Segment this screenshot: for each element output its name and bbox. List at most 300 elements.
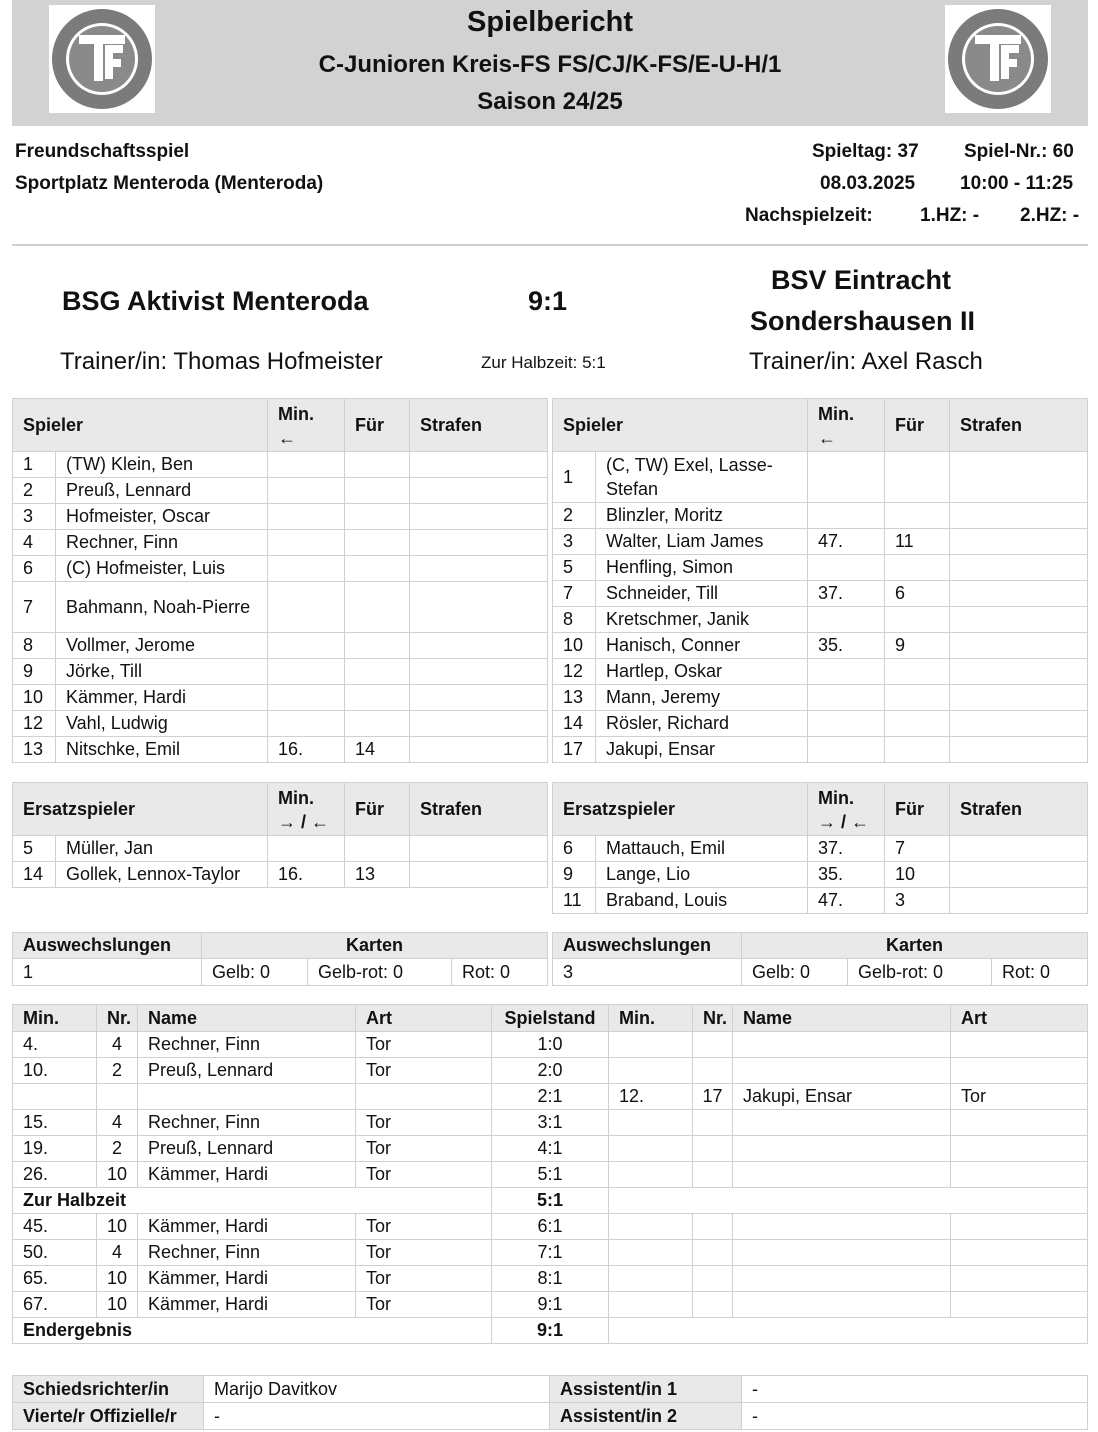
player-penalties: [950, 862, 1088, 888]
col-min: Min.: [13, 1005, 97, 1032]
player-row: [553, 836, 1088, 862]
match-type: Freundschaftsspiel: [15, 141, 190, 162]
away-subs-count: 3: [553, 959, 742, 986]
player-row: [13, 452, 548, 478]
player-number: 4: [13, 530, 56, 556]
goal-home-name: [138, 1084, 356, 1110]
goal-away-minute: [609, 1214, 693, 1240]
match-time: 10:00 - 11:25: [960, 173, 1074, 194]
goal-away-type: [951, 1240, 1088, 1266]
player-for: [345, 836, 410, 862]
goal-away-name: Jakupi, Ensar: [733, 1084, 951, 1110]
goal-away-type: [951, 1058, 1088, 1084]
goal-score: 6:1: [492, 1214, 609, 1240]
goal-row: [13, 1292, 1088, 1318]
player-row: [13, 478, 548, 504]
player-row: [553, 581, 1088, 607]
player-number: 3: [553, 529, 596, 555]
player-number: 13: [13, 737, 56, 763]
goal-home-minute: 10.: [13, 1058, 97, 1084]
goal-score: 7:1: [492, 1240, 609, 1266]
player-penalties: [410, 737, 548, 763]
goal-away-minute: 12.: [609, 1084, 693, 1110]
player-row: [13, 582, 548, 633]
goal-home-type: Tor: [356, 1292, 492, 1318]
goal-away-type: [951, 1266, 1088, 1292]
player-penalties: [950, 452, 1088, 503]
goal-home-name: Rechner, Finn: [138, 1110, 356, 1136]
player-name: Rösler, Richard: [596, 711, 808, 737]
player-number: 14: [13, 862, 56, 888]
goal-home-type: Tor: [356, 1240, 492, 1266]
player-minute: 16.: [268, 737, 345, 763]
player-name: (TW) Klein, Ben: [56, 452, 268, 478]
col-strafen: Strafen: [410, 399, 548, 452]
player-name: Braband, Louis: [596, 888, 808, 914]
player-minute: [808, 452, 885, 503]
col-fuer: Für: [885, 783, 950, 836]
player-name: Kämmer, Hardi: [56, 685, 268, 711]
officials-table: [12, 1375, 1088, 1430]
goal-away-minute: [609, 1292, 693, 1318]
player-minute: 47.: [808, 888, 885, 914]
player-for: [885, 711, 950, 737]
goal-away-number: [693, 1136, 733, 1162]
goal-away-name: [733, 1292, 951, 1318]
player-minute: [808, 503, 885, 529]
goal-score: 2:0: [492, 1058, 609, 1084]
goal-home-type: Tor: [356, 1214, 492, 1240]
goal-summary-empty: [609, 1188, 1088, 1214]
goal-row: [13, 1110, 1088, 1136]
goal-home-minute: 50.: [13, 1240, 97, 1266]
goal-row: [13, 1266, 1088, 1292]
player-minute: [268, 633, 345, 659]
player-name: Nitschke, Emil: [56, 737, 268, 763]
player-penalties: [410, 685, 548, 711]
away-subs-table: [552, 782, 1088, 914]
player-number: 8: [13, 633, 56, 659]
player-minute: [268, 530, 345, 556]
player-for: [345, 530, 410, 556]
player-number: 11: [553, 888, 596, 914]
home-yellow: Gelb: 0: [202, 959, 308, 986]
col-spieler: Spieler: [553, 399, 808, 452]
goal-score: 9:1: [492, 1292, 609, 1318]
player-name: Hartlep, Oskar: [596, 659, 808, 685]
player-row: [13, 685, 548, 711]
goal-summary-score: 5:1: [492, 1188, 609, 1214]
player-name: Mattauch, Emil: [596, 836, 808, 862]
goal-row: [13, 1240, 1088, 1266]
goal-summary-score: 9:1: [492, 1318, 609, 1344]
col-karten: Karten: [742, 933, 1088, 959]
player-minute: 35.: [808, 633, 885, 659]
goal-score: 1:0: [492, 1032, 609, 1058]
goal-home-number: 10: [97, 1214, 138, 1240]
nachspielzeit-label: Nachspielzeit:: [745, 205, 873, 226]
player-minute: [808, 607, 885, 633]
player-penalties: [410, 659, 548, 685]
player-minute: [808, 685, 885, 711]
col-min: Min. ←: [808, 399, 885, 452]
goal-away-number: 17: [693, 1084, 733, 1110]
goal-away-number: [693, 1240, 733, 1266]
label-schiedsrichter: Schiedsrichter/in: [13, 1376, 204, 1403]
assistant1-name: -: [742, 1376, 1088, 1403]
player-row: [553, 607, 1088, 633]
goal-away-type: [951, 1032, 1088, 1058]
player-penalties: [410, 836, 548, 862]
player-penalties: [410, 711, 548, 737]
report-header: [12, 0, 1088, 126]
venue: Sportplatz Menteroda (Menteroda): [15, 173, 324, 194]
goal-home-number: 4: [97, 1240, 138, 1266]
goal-home-minute: 45.: [13, 1214, 97, 1240]
player-number: 5: [13, 836, 56, 862]
player-penalties: [950, 659, 1088, 685]
goal-score: 2:1: [492, 1084, 609, 1110]
spiel-nr: Spiel-Nr.: 60: [964, 141, 1074, 162]
player-name: Lange, Lio: [596, 862, 808, 888]
goal-summary-row: [13, 1188, 1088, 1214]
player-number: 7: [553, 581, 596, 607]
goal-home-minute: 19.: [13, 1136, 97, 1162]
goal-away-name: [733, 1032, 951, 1058]
player-for: [345, 556, 410, 582]
goal-away-number: [693, 1058, 733, 1084]
final-score: 9:1: [528, 286, 568, 316]
player-for: 6: [885, 581, 950, 607]
player-row: [13, 737, 548, 763]
goal-row: [13, 1032, 1088, 1058]
player-penalties: [950, 888, 1088, 914]
goal-home-minute: 67.: [13, 1292, 97, 1318]
col-min: Min. → / ←: [808, 783, 885, 836]
player-name: Preuß, Lennard: [56, 478, 268, 504]
player-name: Kretschmer, Janik: [596, 607, 808, 633]
goal-away-name: [733, 1162, 951, 1188]
player-minute: [268, 836, 345, 862]
player-for: [345, 711, 410, 737]
player-number: 12: [553, 659, 596, 685]
goal-summary-empty: [609, 1318, 1088, 1344]
player-penalties: [950, 711, 1088, 737]
goals-table: [12, 1004, 1088, 1344]
goal-row: [13, 1136, 1088, 1162]
player-penalties: [950, 555, 1088, 581]
goal-away-minute: [609, 1032, 693, 1058]
player-minute: [268, 478, 345, 504]
player-penalties: [410, 556, 548, 582]
goal-score: 8:1: [492, 1266, 609, 1292]
home-coach: Trainer/in: Thomas Hofmeister: [60, 348, 383, 375]
player-for: [345, 685, 410, 711]
col-spielstand: Spielstand: [492, 1005, 609, 1032]
goal-home-type: Tor: [356, 1266, 492, 1292]
away-team-name-line1: BSV Eintracht: [771, 265, 952, 295]
player-number: 6: [553, 836, 596, 862]
col-spieler: Spieler: [13, 399, 268, 452]
goal-row: [13, 1162, 1088, 1188]
player-row: [13, 504, 548, 530]
player-for: [345, 659, 410, 685]
referee-name: Marijo Davitkov: [204, 1376, 550, 1403]
player-for: 7: [885, 836, 950, 862]
player-for: [345, 452, 410, 478]
player-name: Rechner, Finn: [56, 530, 268, 556]
label-assistent1: Assistent/in 1: [550, 1376, 742, 1403]
player-number: 10: [13, 685, 56, 711]
col-ersatzspieler: Ersatzspieler: [553, 783, 808, 836]
player-row: [553, 633, 1088, 659]
goal-away-number: [693, 1110, 733, 1136]
player-row: [13, 711, 548, 737]
player-minute: [268, 685, 345, 711]
away-red: Rot: 0: [992, 959, 1088, 986]
player-penalties: [410, 862, 548, 888]
player-minute: 37.: [808, 836, 885, 862]
col-auswechslungen: Auswechslungen: [13, 933, 202, 959]
player-minute: [808, 737, 885, 763]
col-ersatzspieler: Ersatzspieler: [13, 783, 268, 836]
goal-away-name: [733, 1240, 951, 1266]
goal-home-number: 2: [97, 1058, 138, 1084]
player-penalties: [950, 737, 1088, 763]
goal-home-type: Tor: [356, 1110, 492, 1136]
label-assistent2: Assistent/in 2: [550, 1403, 742, 1430]
away-team-name-line2: Sondershausen II: [750, 306, 976, 336]
tfv-logo-icon: [945, 5, 1051, 113]
goal-away-minute: [609, 1240, 693, 1266]
player-name: Jakupi, Ensar: [596, 737, 808, 763]
player-for: 3: [885, 888, 950, 914]
goal-home-number: 10: [97, 1266, 138, 1292]
player-penalties: [950, 836, 1088, 862]
player-name: Vahl, Ludwig: [56, 711, 268, 737]
player-number: 9: [553, 862, 596, 888]
report-title: Spielbericht: [467, 6, 633, 38]
player-for: 11: [885, 529, 950, 555]
away-summary-table: [552, 932, 1088, 986]
player-row: [553, 862, 1088, 888]
col-fuer: Für: [345, 399, 410, 452]
player-minute: [268, 582, 345, 633]
player-name: Henfling, Simon: [596, 555, 808, 581]
goal-home-minute: [13, 1084, 97, 1110]
goal-home-type: Tor: [356, 1136, 492, 1162]
player-row: [553, 529, 1088, 555]
player-number: 9: [13, 659, 56, 685]
player-for: [885, 452, 950, 503]
goal-summary-label: Zur Halbzeit: [13, 1188, 492, 1214]
goal-home-type: Tor: [356, 1058, 492, 1084]
player-name: (C) Hofmeister, Luis: [56, 556, 268, 582]
player-row: [553, 555, 1088, 581]
player-penalties: [410, 582, 548, 633]
player-name: Hofmeister, Oscar: [56, 504, 268, 530]
goal-home-name: Preuß, Lennard: [138, 1058, 356, 1084]
player-number: 7: [13, 582, 56, 633]
col-nr: Nr.: [97, 1005, 138, 1032]
home-subs-table: [12, 782, 548, 888]
player-row: [553, 659, 1088, 685]
player-number: 8: [553, 607, 596, 633]
player-minute: [268, 659, 345, 685]
player-number: 14: [553, 711, 596, 737]
assistant2-name: -: [742, 1403, 1088, 1430]
goal-away-type: [951, 1162, 1088, 1188]
player-penalties: [950, 685, 1088, 711]
player-name: Blinzler, Moritz: [596, 503, 808, 529]
goal-away-minute: [609, 1162, 693, 1188]
col-name: Name: [733, 1005, 951, 1032]
col-auswechslungen: Auswechslungen: [553, 933, 742, 959]
goal-away-number: [693, 1292, 733, 1318]
goal-away-name: [733, 1266, 951, 1292]
player-row: [553, 452, 1088, 503]
player-number: 6: [13, 556, 56, 582]
player-penalties: [950, 529, 1088, 555]
col-name: Name: [138, 1005, 356, 1032]
player-row: [13, 530, 548, 556]
goal-score: 4:1: [492, 1136, 609, 1162]
goal-away-number: [693, 1266, 733, 1292]
goal-home-name: Rechner, Finn: [138, 1240, 356, 1266]
goal-away-minute: [609, 1136, 693, 1162]
player-for: [885, 737, 950, 763]
goal-home-number: 10: [97, 1292, 138, 1318]
goal-home-number: 2: [97, 1136, 138, 1162]
home-team-name: BSG Aktivist Menteroda: [62, 286, 369, 316]
away-yellow-red: Gelb-rot: 0: [848, 959, 992, 986]
player-for: [885, 607, 950, 633]
goal-home-name: Kämmer, Hardi: [138, 1162, 356, 1188]
goal-home-type: Tor: [356, 1032, 492, 1058]
goal-home-minute: 26.: [13, 1162, 97, 1188]
col-fuer: Für: [885, 399, 950, 452]
col-strafen: Strafen: [950, 399, 1088, 452]
player-row: [553, 685, 1088, 711]
player-minute: [808, 711, 885, 737]
goal-away-minute: [609, 1110, 693, 1136]
col-min: Min. → / ←: [268, 783, 345, 836]
player-number: 2: [13, 478, 56, 504]
player-number: 1: [13, 452, 56, 478]
player-row: [13, 862, 548, 888]
goal-away-number: [693, 1032, 733, 1058]
goal-away-minute: [609, 1266, 693, 1292]
divider: [12, 244, 1088, 246]
goal-home-name: Kämmer, Hardi: [138, 1266, 356, 1292]
away-lineup-table: [552, 398, 1088, 763]
player-name: Müller, Jan: [56, 836, 268, 862]
player-row: [553, 711, 1088, 737]
player-minute: 35.: [808, 862, 885, 888]
player-for: 10: [885, 862, 950, 888]
goal-home-number: [97, 1084, 138, 1110]
player-penalties: [950, 633, 1088, 659]
player-minute: 37.: [808, 581, 885, 607]
player-number: 17: [553, 737, 596, 763]
goal-away-number: [693, 1214, 733, 1240]
col-fuer: Für: [345, 783, 410, 836]
player-minute: [268, 504, 345, 530]
goal-home-number: 4: [97, 1110, 138, 1136]
player-name: (C, TW) Exel, Lasse-Stefan: [596, 452, 808, 503]
player-number: 10: [553, 633, 596, 659]
player-minute: 16.: [268, 862, 345, 888]
goal-home-number: 4: [97, 1032, 138, 1058]
goal-away-minute: [609, 1058, 693, 1084]
player-for: 13: [345, 862, 410, 888]
goal-away-type: [951, 1292, 1088, 1318]
home-summary-table: [12, 932, 548, 986]
goal-home-minute: 4.: [13, 1032, 97, 1058]
home-red: Rot: 0: [452, 959, 548, 986]
player-for: [885, 685, 950, 711]
player-minute: [808, 555, 885, 581]
player-name: Mann, Jeremy: [596, 685, 808, 711]
player-name: Gollek, Lennox-Taylor: [56, 862, 268, 888]
col-min: Min.: [609, 1005, 693, 1032]
goal-away-type: [951, 1136, 1088, 1162]
player-minute: [808, 659, 885, 685]
player-penalties: [410, 504, 548, 530]
player-number: 5: [553, 555, 596, 581]
player-for: [885, 659, 950, 685]
away-coach: Trainer/in: Axel Rasch: [749, 348, 983, 375]
player-number: 13: [553, 685, 596, 711]
col-min: Min. ←: [268, 399, 345, 452]
goal-score: 3:1: [492, 1110, 609, 1136]
player-penalties: [950, 503, 1088, 529]
goal-away-name: [733, 1110, 951, 1136]
player-for: [345, 478, 410, 504]
player-name: Jörke, Till: [56, 659, 268, 685]
player-minute: [268, 452, 345, 478]
home-yellow-red: Gelb-rot: 0: [308, 959, 452, 986]
away-yellow: Gelb: 0: [742, 959, 848, 986]
goal-home-type: [356, 1084, 492, 1110]
goal-home-name: Kämmer, Hardi: [138, 1214, 356, 1240]
player-name: Hanisch, Conner: [596, 633, 808, 659]
col-art: Art: [356, 1005, 492, 1032]
player-number: 1: [553, 452, 596, 503]
col-nr: Nr.: [693, 1005, 733, 1032]
player-penalties: [410, 452, 548, 478]
col-strafen: Strafen: [410, 783, 548, 836]
league-name: C-Junioren Kreis-FS FS/CJ/K-FS/E-U-H/1: [318, 51, 782, 78]
player-for: [345, 504, 410, 530]
goal-away-name: [733, 1136, 951, 1162]
player-row: [553, 888, 1088, 914]
fourth-official-name: -: [204, 1403, 550, 1430]
goal-row: [13, 1214, 1088, 1240]
goal-away-type: [951, 1214, 1088, 1240]
player-row: [553, 737, 1088, 763]
player-penalties: [410, 530, 548, 556]
home-lineup-table: [12, 398, 548, 763]
player-for: [345, 633, 410, 659]
goal-score: 5:1: [492, 1162, 609, 1188]
player-penalties: [950, 581, 1088, 607]
spieltag: Spieltag: 37: [812, 141, 919, 162]
player-penalties: [410, 478, 548, 504]
player-for: 14: [345, 737, 410, 763]
player-for: 9: [885, 633, 950, 659]
label-vierter-offizieller: Vierte/r Offizielle/r: [13, 1403, 204, 1430]
